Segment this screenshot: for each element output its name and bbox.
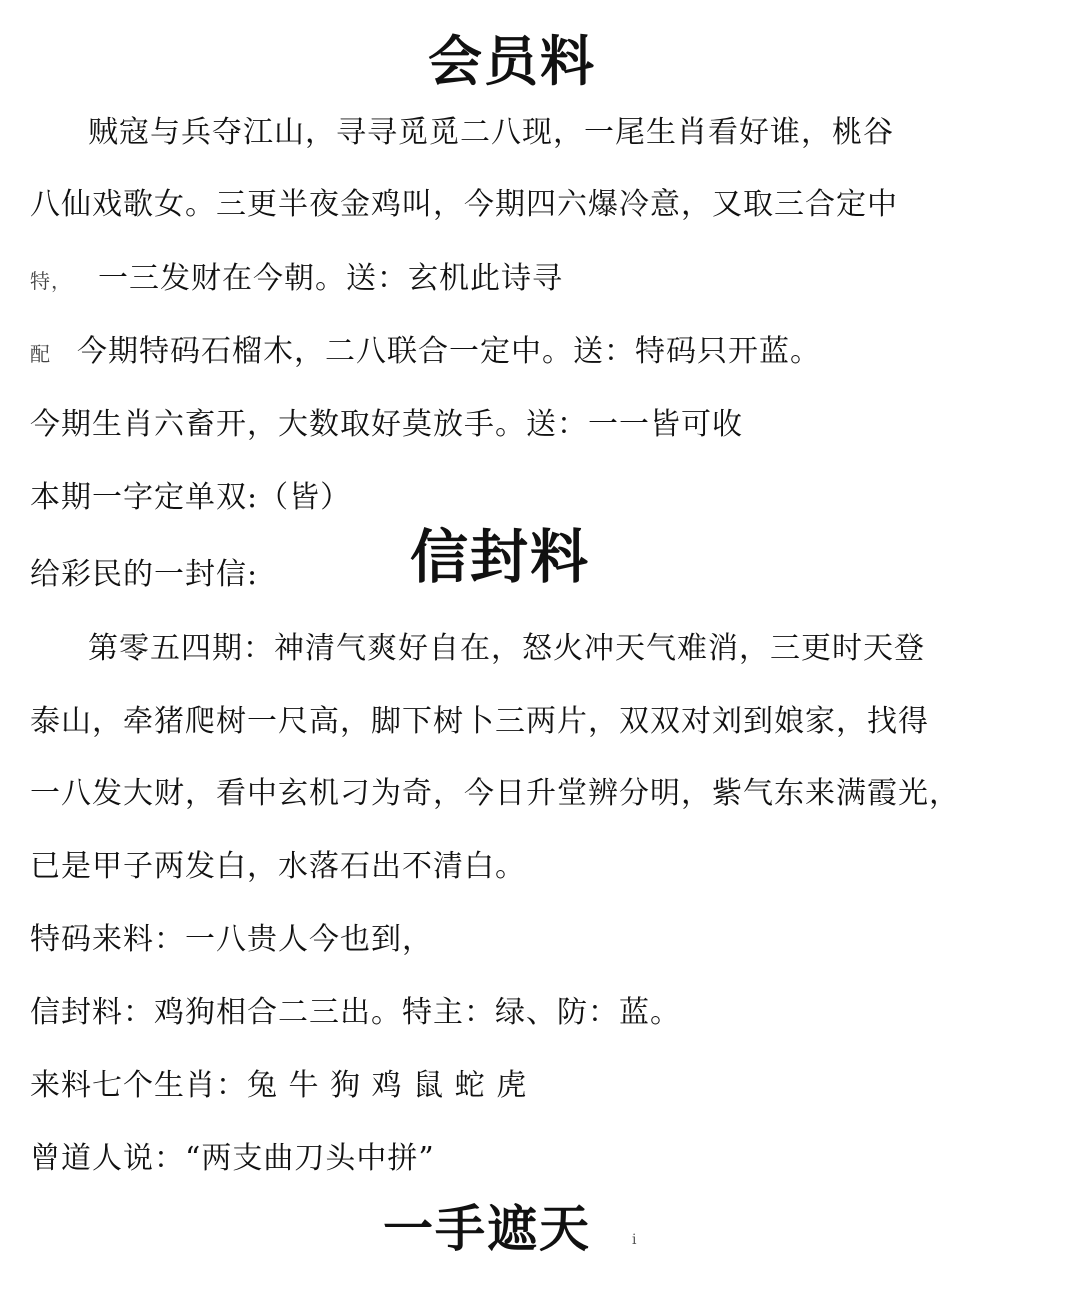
- text-line-15: 曾道人说：“两支曲刀头中拼”: [30, 1141, 435, 1176]
- text-line-4: [30, 334, 821, 369]
- text-line-3-prefix: 特，: [30, 269, 72, 293]
- text-line-12: 特码来料：一八贵人今也到，: [30, 922, 433, 957]
- text-line-6: 本期一字定单双:（皆）: [30, 480, 352, 515]
- title-cover-sky: 一手遮天: [383, 1199, 591, 1258]
- text-line-14: 来料七个生肖：兔 牛 狗 鸡 鼠 蛇 虎: [30, 1068, 528, 1103]
- text-line-11: 已是甲子两发白，水落石出不清白。: [30, 849, 526, 884]
- text-line-1: 贼寇与兵夺江山，寻寻觅觅二八现，一尾生肖看好谁，桃谷: [88, 115, 894, 150]
- text-line-4-prefix: 配: [30, 342, 51, 366]
- text-line-8: 第零五四期：神清气爽好自在，怒火冲天气难消，三更时天登: [88, 631, 925, 666]
- text-line-5: 今期生肖六畜开，大数取好莫放手。送：一一皆可收: [30, 407, 743, 442]
- text-line-4-body: 今期特码石榴木，二八联合一定中。送：特码只开蓝。: [77, 334, 821, 369]
- text-line-9: 泰山，牵猪爬树一尺高，脚下树卜三两片，双双对刘到娘家，找得: [30, 704, 929, 739]
- title-envelope: 信封料: [410, 523, 591, 591]
- scan-mark: ⅰ: [632, 1232, 637, 1248]
- text-line-2: 八仙戏歌女。三更半夜金鸡叫，今期四六爆冷意，又取三合定中: [30, 187, 898, 222]
- text-line-13: 信封料：鸡狗相合二三出。特主：绿、防：蓝。: [30, 995, 681, 1030]
- text-line-7: 给彩民的一封信:: [30, 557, 259, 592]
- title-members: 会员料: [428, 29, 596, 93]
- text-line-3: [30, 261, 563, 296]
- text-line-10: 一八发大财，看中玄机刁为奇，今日升堂辨分明，紫气东来满霞光，: [30, 776, 960, 811]
- text-line-3-body: 一三发财在今朝。送：玄机此诗寻: [98, 261, 563, 296]
